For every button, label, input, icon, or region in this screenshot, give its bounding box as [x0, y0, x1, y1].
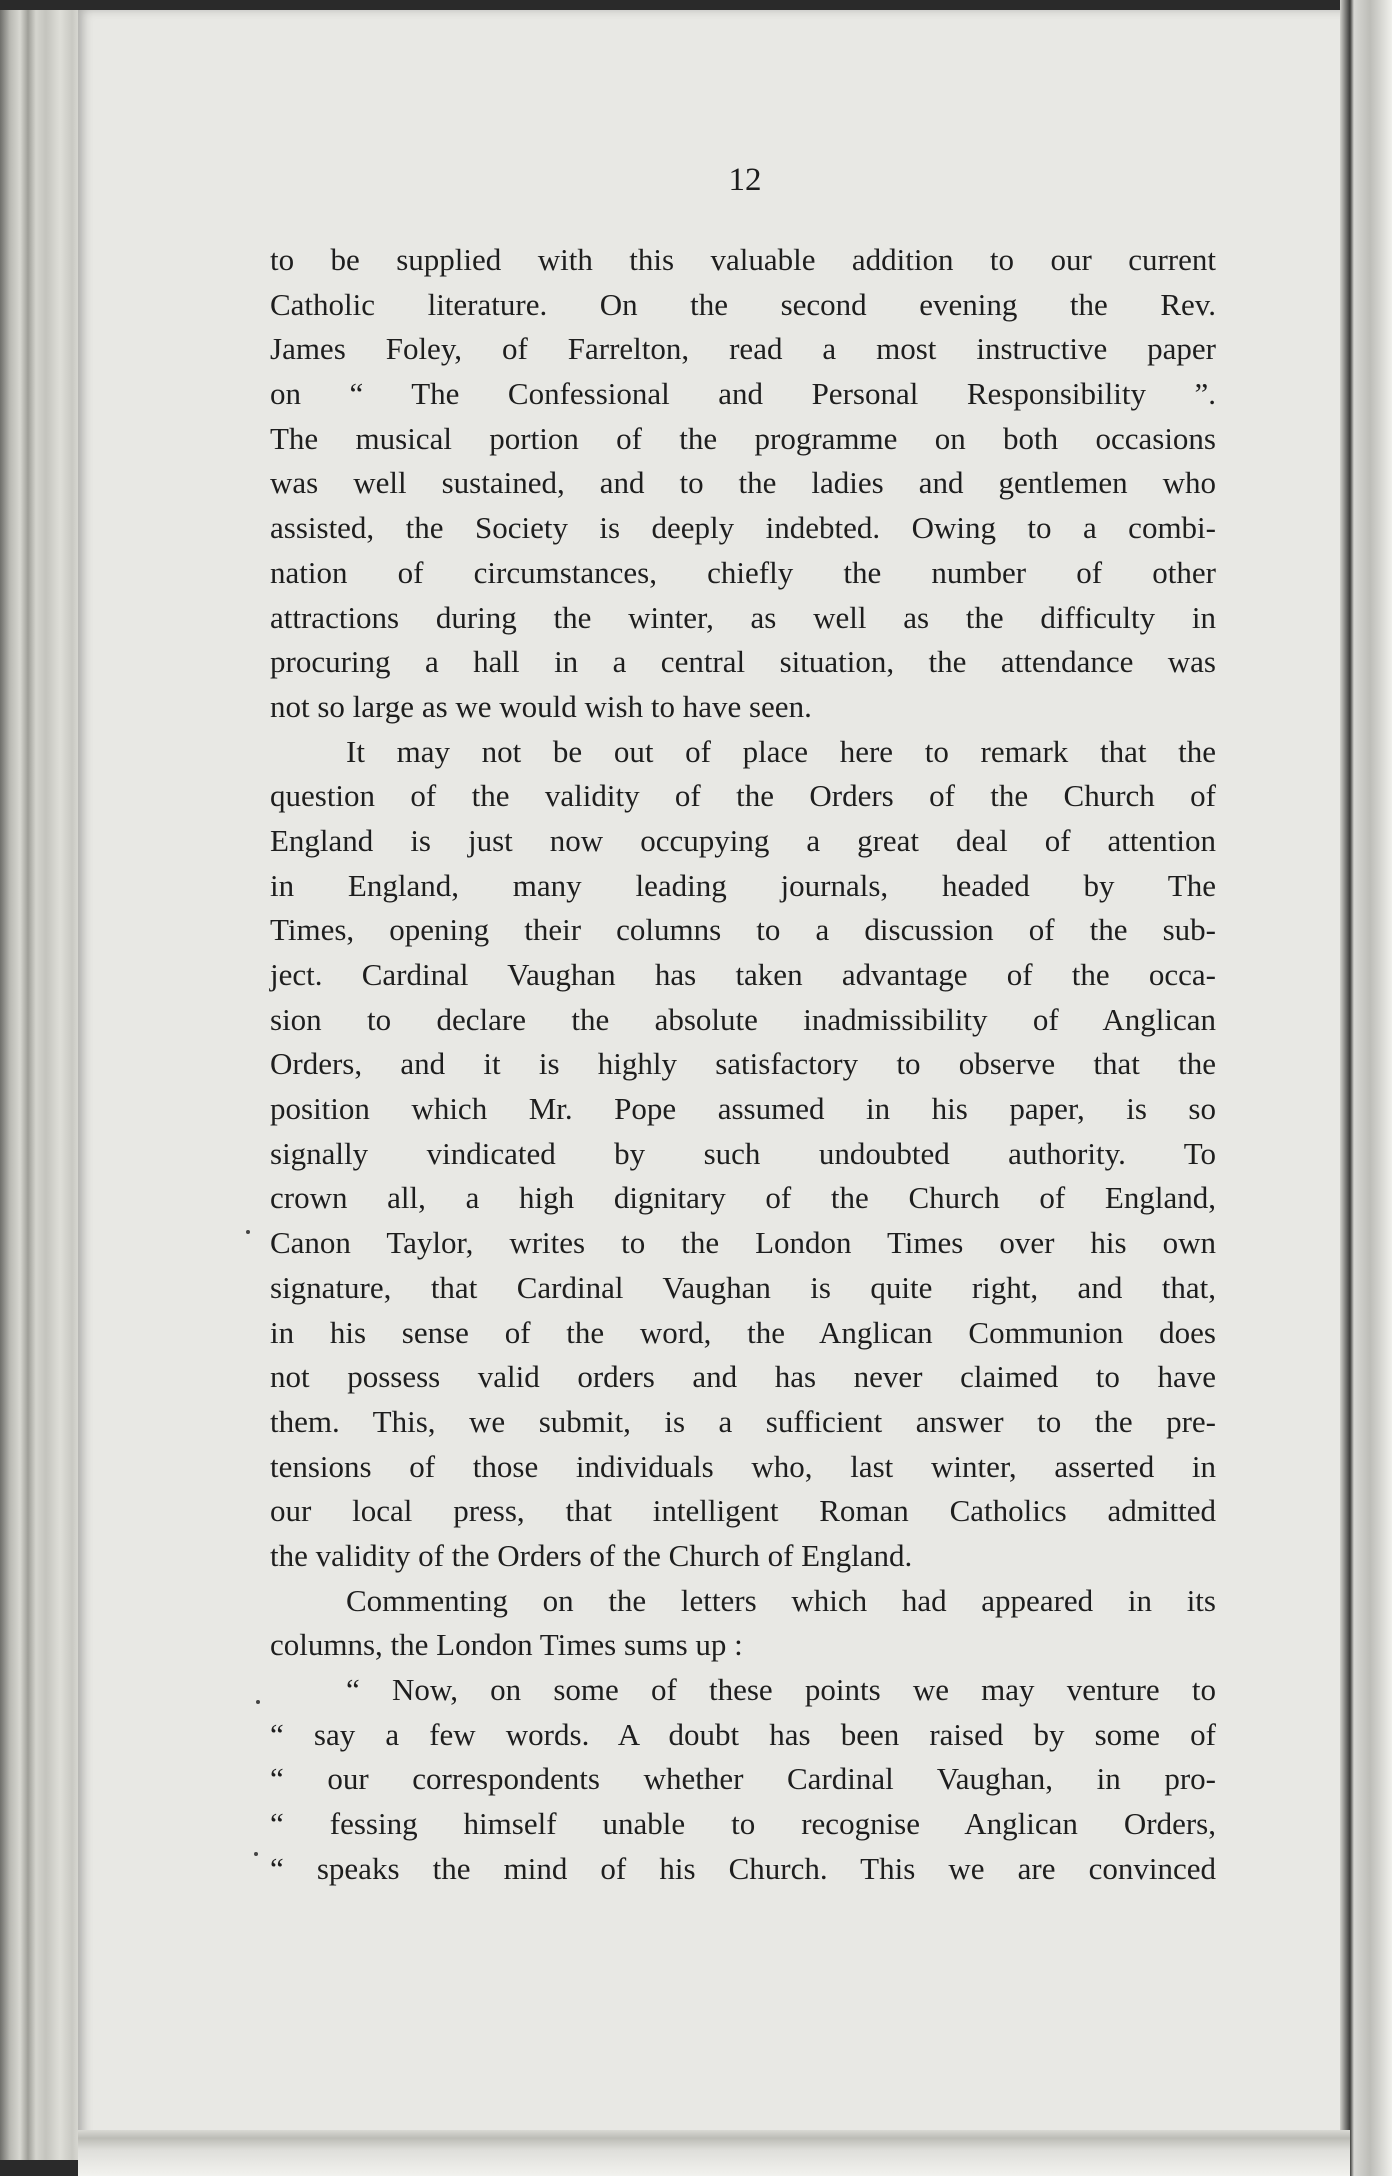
text-line: “ Now, on some of these points we may venture to — [346, 1672, 1216, 1707]
text-line: “ say a few words. A doubt has been raised by some of — [270, 1716, 1216, 1752]
text-line: in England, many leading journals, headed by The — [270, 867, 1216, 903]
text-line: It may not be out of place here to remark that the — [346, 733, 1216, 769]
text-line: columns, the London Times sums up : — [270, 1627, 743, 1663]
text-line: ject. Cardinal Vaughan has taken advantage of the occa- — [270, 957, 1216, 992]
body-text — [270, 238, 1216, 1891]
page-number: 12 — [728, 162, 762, 198]
text-line: in his sense of the word, the Anglican Communion does — [270, 1314, 1216, 1350]
text-line: crown all, a high dignitary of the Church of England, — [270, 1180, 1216, 1216]
text-line: Times, opening their columns to a discussion of the sub- — [270, 912, 1216, 948]
text-line: our local press, that intelligent Roman Catholics admitted — [270, 1493, 1216, 1529]
text-line: Catholic literature. On the second evening the Rev. — [270, 286, 1216, 322]
text-line: to be supplied with this valuable addition to our current — [270, 242, 1216, 277]
text-line: nation of circumstances, chiefly the number of other — [270, 554, 1216, 590]
text-line: The musical portion of the programme on both occasions — [270, 420, 1216, 456]
text-line: procuring a hall in a central situation, the attendance was — [270, 644, 1216, 680]
text-line: not possess valid orders and has never claimed to have — [270, 1359, 1216, 1395]
text-line: Commenting on the letters which had appeared in its — [346, 1582, 1216, 1618]
ink-speck — [246, 1230, 250, 1234]
text-line: sion to declare the absolute inadmissibility of Anglican — [270, 1001, 1216, 1037]
text-line: them. This, we submit, is a sufficient answer to the pre- — [270, 1403, 1216, 1439]
text-line: James Foley, of Farrelton, read a most instructive paper — [270, 331, 1216, 367]
text-line: signature, that Cardinal Vaughan is quite right, and that, — [270, 1269, 1216, 1305]
text-line: “ speaks the mind of his Church. This we are convinced — [270, 1850, 1216, 1886]
book-bottom-edge — [78, 2130, 1350, 2176]
text-line: question of the validity of the Orders of the Church of — [270, 778, 1216, 814]
text-line: attractions during the winter, as well as the difficulty in — [270, 599, 1216, 635]
text-line: “ our correspondents whether Cardinal Vaughan, in pro- — [270, 1761, 1216, 1797]
text-line: Canon Taylor, writes to the London Times over his own — [270, 1225, 1216, 1261]
text-line: England is just now occupying a great deal of attention — [270, 822, 1216, 858]
text-line: Orders, and it is highly satisfactory to observe that the — [270, 1046, 1216, 1082]
ink-speck — [254, 1852, 258, 1856]
text-line: position which Mr. Pope assumed in his paper, is so — [270, 1091, 1216, 1127]
text-line: was well sustained, and to the ladies and gentlemen who — [270, 465, 1216, 501]
ink-speck — [256, 1700, 260, 1704]
text-line: “ fessing himself unable to recognise Anglican Orders, — [270, 1806, 1216, 1842]
text-line: on “ The Confessional and Personal Responsibility ”. — [270, 376, 1216, 412]
text-line: assisted, the Society is deeply indebted. Owing to a combi- — [270, 510, 1216, 546]
text-line: the validity of the Orders of the Church of England. — [270, 1537, 913, 1573]
text-line: tensions of those individuals who, last winter, asserted in — [270, 1448, 1216, 1484]
book-right-edge — [1340, 0, 1392, 2176]
text-line: signally vindicated by such undoubted authority. To — [270, 1135, 1216, 1171]
text-line: not so large as we would wish to have seen. — [270, 688, 812, 724]
